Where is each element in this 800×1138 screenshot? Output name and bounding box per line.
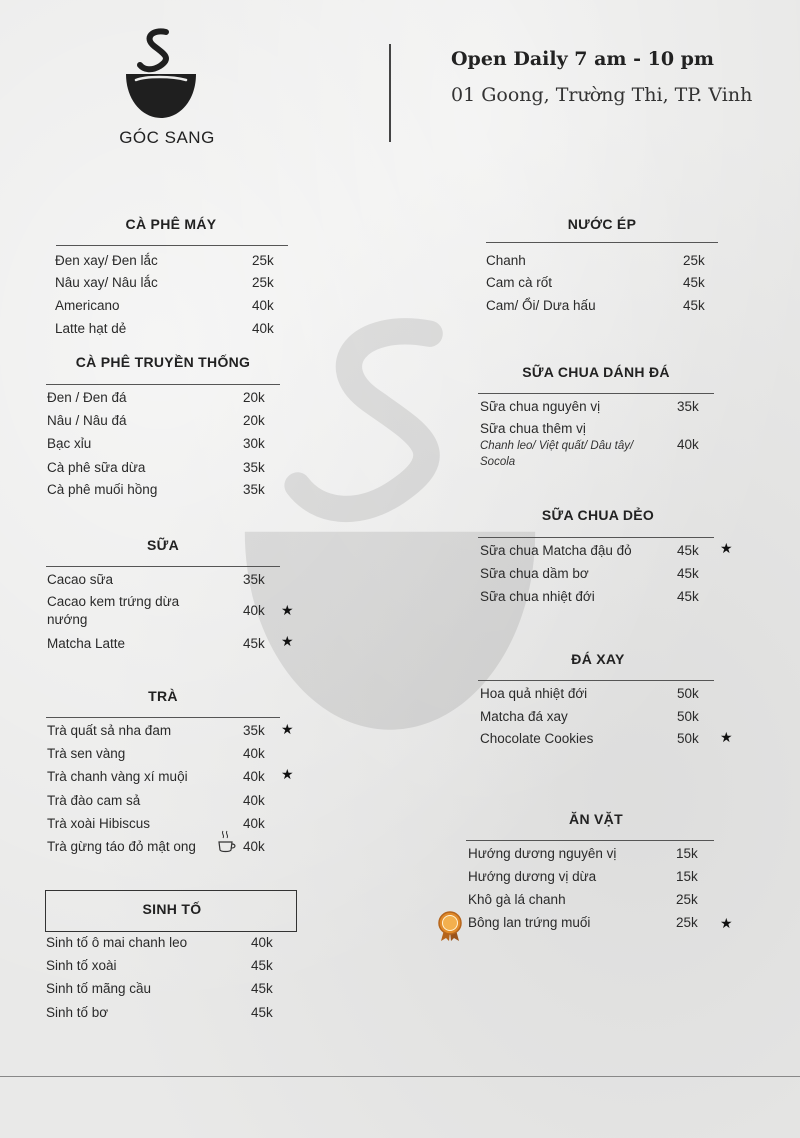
section-title-sua-chua-danh-da: SỮA CHUA DÁNH ĐÁ — [522, 364, 670, 380]
menu-item-name: Sữa chua nhiệt đới — [480, 589, 595, 604]
menu-item-name: Bông lan trứng muối — [468, 915, 591, 930]
menu-item-name: Matcha đá xay — [480, 709, 568, 724]
menu-item-price: 35k — [243, 482, 265, 497]
menu-item-price: 50k — [677, 731, 699, 746]
section-rule — [486, 242, 718, 243]
menu-item-name: Đen / Đen đá — [47, 390, 127, 405]
menu-item-price: 45k — [251, 981, 273, 996]
menu-item-price: 25k — [683, 253, 705, 268]
bestseller-badge-icon — [437, 910, 463, 942]
menu-item-name: Hoa quả nhiệt đới — [480, 686, 588, 701]
menu-item-name: Nâu / Nâu đá — [47, 413, 127, 428]
section-rule — [478, 537, 714, 538]
section-title-ca-phe-may: CÀ PHÊ MÁY — [125, 216, 217, 232]
store-address: 01 Goong, Trường Thi, TP. Vinh — [451, 84, 753, 106]
section-title-an-vat: ĂN VẶT — [569, 811, 623, 827]
section-rule — [478, 680, 714, 681]
menu-item-price: 25k — [676, 915, 698, 930]
menu-item-name: Sữa chua Matcha đậu đỏ — [480, 543, 632, 558]
star-icon: ★ — [281, 634, 294, 650]
menu-item-price: 20k — [243, 390, 265, 405]
menu-item-price: 50k — [677, 686, 699, 701]
menu-item-name: Trà xoài Hibiscus — [47, 816, 151, 831]
star-icon: ★ — [720, 730, 733, 746]
menu-item-price: 40k — [252, 321, 274, 336]
menu-item-name: Sinh tố xoài — [46, 958, 117, 973]
section-rule — [466, 840, 714, 841]
menu-item-price: 40k — [243, 793, 265, 808]
menu-item-price: 45k — [683, 298, 705, 313]
footer-rule — [0, 1076, 800, 1077]
menu-item-price: 25k — [676, 892, 698, 907]
opening-hours: Open Daily 7 am - 10 pm — [451, 48, 715, 70]
menu-item-price: 50k — [677, 709, 699, 724]
menu-item-name: Bạc xỉu — [47, 436, 92, 451]
menu-item-name: Cacao sữa — [47, 572, 114, 587]
menu-item-price: 35k — [243, 460, 265, 475]
menu-item-name: Cam/ Ổi/ Dưa hấu — [486, 298, 596, 313]
menu-item-price: 35k — [243, 723, 265, 738]
menu-item-price: 35k — [243, 572, 265, 587]
menu-item-name: Hướng dương nguyên vị — [468, 846, 617, 861]
section-title-sua-chua-deo: SỮA CHUA DẺO — [541, 507, 655, 523]
menu-item-price: 45k — [677, 589, 699, 604]
menu-item-name: Sữa chua dầm bơ — [480, 566, 589, 581]
menu-item-name: Trà đào cam sả — [47, 793, 141, 808]
menu-item-price: 40k — [243, 839, 265, 854]
menu-item-price: 40k — [243, 746, 265, 761]
menu-item-name: Sữa chua thêm vị — [480, 421, 586, 436]
menu-item-name: Sữa chua nguyên vị — [480, 399, 601, 414]
star-icon: ★ — [281, 603, 294, 619]
hot-cup-icon — [217, 829, 237, 855]
section-rule — [56, 245, 288, 246]
section-rule — [46, 566, 280, 567]
star-icon: ★ — [720, 541, 733, 557]
menu-item-name: Trà chanh vàng xí muội — [47, 769, 188, 784]
menu-item-name: Đen xay/ Đen lắc — [55, 253, 158, 268]
menu-item-price: 45k — [677, 543, 699, 558]
menu-item-name: Chocolate Cookies — [480, 731, 594, 746]
menu-item-name: Cam cà rốt — [486, 275, 553, 290]
menu-item-name: Khô gà lá chanh — [468, 892, 566, 907]
menu-item-name: Americano — [55, 298, 120, 313]
menu-item-price: 40k — [251, 935, 273, 950]
section-title-nuoc-ep: NƯỚC ÉP — [567, 216, 637, 232]
menu-item-name: Hướng dương vị dừa — [468, 869, 597, 884]
section-rule — [478, 393, 714, 394]
star-icon: ★ — [720, 916, 733, 932]
section-title-sinh-to: SINH TỐ — [142, 901, 202, 917]
menu-item-name: Nâu xay/ Nâu lắc — [55, 275, 158, 290]
menu-item-price: 15k — [676, 846, 698, 861]
menu-item-name: Sinh tố bơ — [46, 1005, 109, 1020]
star-icon: ★ — [281, 767, 294, 783]
menu-item-name: Sinh tố mãng cầu — [46, 981, 152, 996]
menu-item-price: 35k — [677, 399, 699, 414]
brand-name: GÓC SANG — [119, 128, 215, 147]
section-title-ca-phe-truyen-thong: CÀ PHÊ TRUYỀN THỐNG — [75, 354, 251, 370]
menu-item-price: 20k — [243, 413, 265, 428]
menu-item-price: 40k — [252, 298, 274, 313]
menu-item-name: Latte hạt dẻ — [55, 321, 127, 336]
menu-item-name: Sinh tố ô mai chanh leo — [46, 935, 188, 950]
menu-item-price: 45k — [251, 1005, 273, 1020]
menu-item-price: 45k — [683, 275, 705, 290]
menu-item-price: 40k — [677, 437, 699, 452]
menu-item-price: 45k — [243, 636, 265, 651]
coffee-bowl-logo-icon — [122, 26, 200, 122]
menu-item-name: Matcha Latte — [47, 636, 126, 651]
menu-item-price: 30k — [243, 436, 265, 451]
menu-item-name: Cà phê sữa dừa — [47, 460, 146, 475]
menu-item-price: 40k — [243, 603, 265, 618]
section-title-da-xay: ĐÁ XAY — [571, 651, 625, 667]
section-title-sua: SỮA — [147, 537, 179, 553]
menu-item-name: Trà gừng táo đỏ mật ong — [47, 839, 196, 854]
menu-item-name: Trà quất sả nha đam — [47, 723, 172, 738]
menu-item-price: 45k — [251, 958, 273, 973]
menu-item-price: 15k — [676, 869, 698, 884]
menu-item-name: Cà phê muối hồng — [47, 482, 158, 497]
menu-item-price: 40k — [243, 769, 265, 784]
menu-item-name: Cacao kem trứng dừa nướng — [47, 594, 180, 627]
menu-item-price: 25k — [252, 275, 274, 290]
menu-item-name: Trà sen vàng — [47, 746, 126, 761]
section-title-tra: TRÀ — [148, 688, 178, 704]
section-rule — [46, 384, 280, 385]
section-rule — [46, 717, 280, 718]
menu-item-name: Chanh — [486, 253, 526, 268]
menu-item-price: 25k — [252, 253, 274, 268]
header-divider — [389, 44, 391, 142]
menu-item-flavors: Chanh leo/ Việt quất/ Dâu tây/ Socola — [480, 440, 634, 468]
menu-item-price: 40k — [243, 816, 265, 831]
star-icon: ★ — [281, 722, 294, 738]
menu-item-price: 45k — [677, 566, 699, 581]
